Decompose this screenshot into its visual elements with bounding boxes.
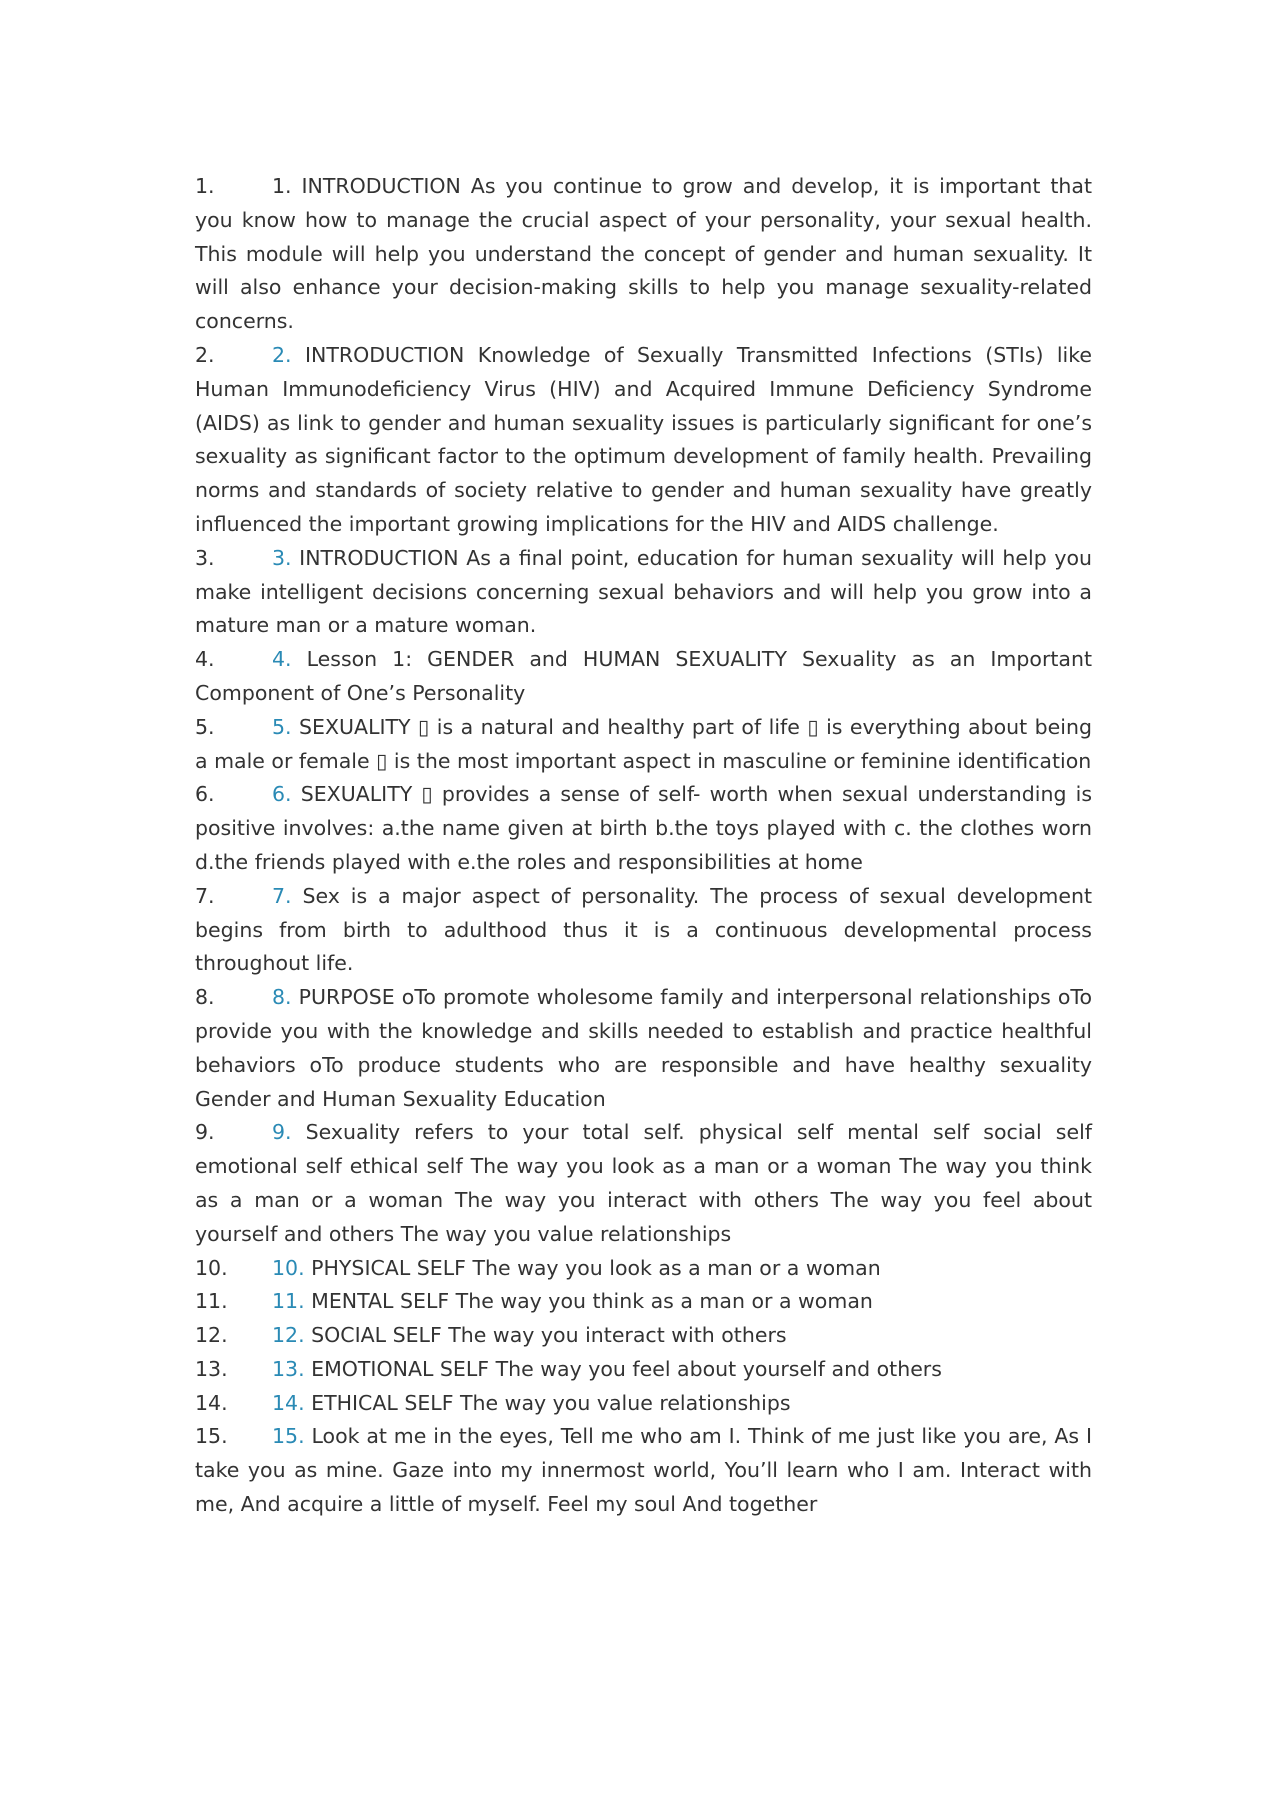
item-inner-number-link[interactable]: 12. <box>272 1323 305 1348</box>
list-item-7 <box>195 880 1092 981</box>
list-item-6 <box>195 778 1092 879</box>
item-text: PHYSICAL SELF The way you look as a man or a woman <box>304 1255 881 1280</box>
item-inner-number-link[interactable]: 6. <box>272 782 292 807</box>
item-text: Sex is a major aspect of personality. The process of sexual development begins from birth to adulthood thus it is a continuous developmental process throughout life. <box>195 883 1092 976</box>
item-number: 4. <box>195 647 215 672</box>
item-number: 3. <box>195 545 215 570</box>
item-inner-number-link[interactable]: 2. <box>272 342 292 367</box>
list-item-13 <box>195 1353 1092 1387</box>
item-text: ETHICAL SELF The way you value relationships <box>304 1390 791 1415</box>
item-inner-number-link[interactable]: 10. <box>272 1255 305 1280</box>
item-number: 1. <box>195 174 215 198</box>
item-text: SOCIAL SELF The way you interact with others <box>304 1323 787 1348</box>
document-page <box>195 170 1092 1522</box>
list-item-12 <box>195 1319 1092 1353</box>
item-number: 5. <box>195 714 215 739</box>
list-item-8 <box>195 981 1092 1116</box>
list-item-4 <box>195 643 1092 711</box>
item-number: 12. <box>195 1323 228 1348</box>
item-number: 11. <box>195 1289 228 1314</box>
list-item-10 <box>195 1252 1092 1286</box>
item-text: SEXUALITY ▯ provides a sense of self- worth when sexual understanding is positive involves: a.the name given at birth b.the toys played with c. the clothes worn d.the friends played with e.the roles and responsibilities at home <box>195 782 1092 874</box>
list-item-2 <box>195 339 1092 542</box>
item-number: 7. <box>195 883 215 908</box>
item-number: 14. <box>195 1390 228 1415</box>
list-item-3 <box>195 542 1092 643</box>
item-text: INTRODUCTION As a final point, education for human sexuality will help you make intelligent decisions concerning sexual behaviors and will help you grow into a mature man or a mature woman. <box>195 545 1092 638</box>
item-number: 6. <box>195 782 215 807</box>
item-text: Sexuality refers to your total self. physical self mental self social self emotional self ethical self The way you look as a man or a woman The way you think as a man or a woman The way you interact with others The way you feel about yourself and others The way you value relationships <box>195 1120 1092 1246</box>
list-item-15 <box>195 1420 1092 1521</box>
item-inner-number-link[interactable]: 3. <box>272 545 292 570</box>
list-item-5 <box>195 711 1092 779</box>
item-text: SEXUALITY ▯ is a natural and healthy part of life ▯ is everything about being a male or female ▯ is the most important aspect in masculine or feminine identification <box>195 714 1092 773</box>
item-text: INTRODUCTION Knowledge of Sexually Transmitted Infections (STIs) like Human Immunodeficiency Virus (HIV) and Acquired Immune Deficiency Syndrome (AIDS) as link to gender and human sexuality issues is particularly significant for one’s sexuality as significant factor to the optimum development of family health. Prevailing norms and standards of society relative to gender and human sexuality have greatly influenced the important growing implications for the HIV and AIDS challenge. <box>195 342 1092 536</box>
item-inner-number-link[interactable]: 5. <box>272 714 292 739</box>
list-item-9 <box>195 1116 1092 1251</box>
item-number: 2. <box>195 342 215 367</box>
item-inner-number-link[interactable]: 9. <box>272 1120 292 1145</box>
item-text: PURPOSE oTo promote wholesome family and interpersonal relationships oTo provide you with the knowledge and skills needed to establish and practice healthful behaviors oTo produce students who are responsible and have healthy sexuality Gender and Human Sexuality Education <box>195 985 1092 1111</box>
item-inner-number-link[interactable]: 4. <box>272 647 292 672</box>
item-number: 10. <box>195 1255 228 1280</box>
item-inner-number-link[interactable]: 11. <box>272 1289 305 1314</box>
item-text: Look at me in the eyes, Tell me who am I. Think of me just like you are, As I take you as mine. Gaze into my innermost world, You’ll learn who I am. Interact with me, And acquire a little of myself. Feel my soul And together <box>195 1424 1092 1517</box>
item-number: 13. <box>195 1356 228 1381</box>
item-text: EMOTIONAL SELF The way you feel about yourself and others <box>304 1356 942 1381</box>
list-item-11 <box>195 1285 1092 1319</box>
item-inner-number-link[interactable]: 7. <box>272 883 292 908</box>
item-number: 9. <box>195 1120 215 1145</box>
item-number: 8. <box>195 985 215 1010</box>
item-inner-number-link[interactable]: 14. <box>272 1390 305 1415</box>
item-inner-number-link[interactable]: 13. <box>272 1356 305 1381</box>
item-inner-number: 1. <box>272 174 292 198</box>
list-item-14 <box>195 1387 1092 1421</box>
item-text: MENTAL SELF The way you think as a man or a woman <box>304 1289 873 1314</box>
item-text: Lesson 1: GENDER and HUMAN SEXUALITY Sexuality as an Important Component of One’s Personality <box>195 647 1092 705</box>
item-inner-number-link[interactable]: 8. <box>272 985 292 1010</box>
list-item-1 <box>195 170 1092 339</box>
item-text: INTRODUCTION As you continue to grow and develop, it is important that you know how to manage the crucial aspect of your personality, your sexual health. This module will help you understand the concept of gender and human sexuality. It will also enhance your decision-making skills to help you manage sexuality-related concerns. <box>195 174 1092 334</box>
item-inner-number-link[interactable]: 15. <box>272 1424 305 1449</box>
item-number: 15. <box>195 1424 228 1449</box>
